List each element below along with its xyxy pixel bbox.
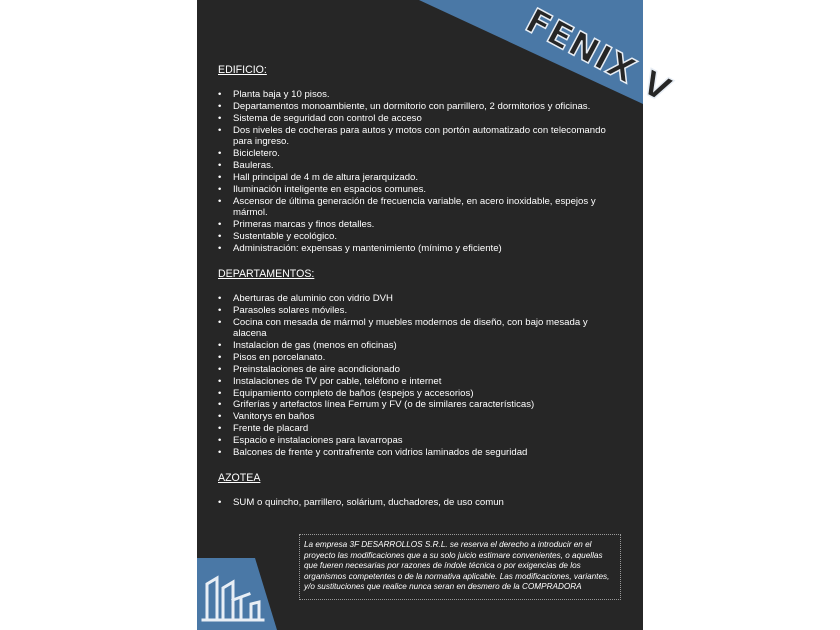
section-title-edificio: EDIFICIO: bbox=[218, 64, 267, 76]
list-item: • SUM o quincho, parrillero, solárium, duchadores, de uso comun bbox=[218, 497, 623, 509]
list-item: • Preinstalaciones de aire acondicionado bbox=[218, 364, 623, 376]
list-item: • Espacio e instalaciones para lavarropas bbox=[218, 435, 623, 447]
list-item: • Hall principal de 4 m de altura jerarquizado. bbox=[218, 172, 623, 184]
list-item: • Pisos en porcelanato. bbox=[218, 352, 623, 364]
list-item: • Bauleras. bbox=[218, 160, 623, 172]
building-skyline-icon bbox=[197, 558, 277, 630]
list-item: • Sustentable y ecológico. bbox=[218, 231, 623, 243]
list-item: • Bicicletero. bbox=[218, 148, 623, 160]
brochure-page bbox=[197, 0, 679, 630]
departamentos-list bbox=[218, 293, 623, 459]
section-title-azotea: AZOTEA bbox=[218, 471, 261, 484]
fenix-logo: FENIX V bbox=[518, 1, 679, 111]
features-content bbox=[218, 63, 623, 508]
list-item: • Planta baja y 10 pisos. bbox=[218, 89, 623, 101]
list-item: • Dos niveles de cocheras para autos y motos con portón automatizado con telecomando para ingreso. bbox=[218, 125, 623, 149]
list-item: • Equipamiento completo de baños (espejos y accesorios) bbox=[218, 388, 623, 400]
azotea-list bbox=[218, 497, 623, 509]
list-item: • Instalacion de gas (menos en oficinas) bbox=[218, 340, 623, 352]
list-item: • Ascensor de última generación de frecuencia variable, en acero inoxidable, espejos y mármol. bbox=[218, 196, 623, 220]
list-item: • Departamentos monoambiente, un dormitorio con parrillero, 2 dormitorios y oficinas. bbox=[218, 101, 623, 113]
list-item: • Iluminación inteligente en espacios comunes. bbox=[218, 184, 623, 196]
list-item: • Sistema de seguridad con control de acceso bbox=[218, 113, 623, 125]
list-item: • Primeras marcas y finos detalles. bbox=[218, 219, 623, 231]
list-item: • Vanitorys en baños bbox=[218, 411, 623, 423]
list-item: • Parasoles solares móviles. bbox=[218, 305, 623, 317]
list-item: • Frente de placard bbox=[218, 423, 623, 435]
list-item: • Aberturas de aluminio con vidrio DVH bbox=[218, 293, 623, 305]
list-item: • Cocina con mesada de mármol y muebles modernos de diseño, con bajo mesada y alacena bbox=[218, 317, 623, 341]
list-item: • Balcones de frente y contrafrente con vidrios laminados de seguridad bbox=[218, 447, 623, 459]
list-item: • Griferías y artefactos línea Ferrum y FV (o de similares características) bbox=[218, 399, 623, 411]
legal-disclaimer: La empresa 3F DESARROLLOS S.R.L. se reserva el derecho a introducir en el proyecto las modificaciones que a su solo juicio estimare convenientes, o aquellas que fueren necesarias por razones de índole técnica o por exigencias de los organismos competentes o de la normativa aplicable. Las modificaciones, variantes, y/o sustituciones que realice nunca seran en desmero de la COMPRADORA bbox=[299, 534, 621, 600]
list-item: • Instalaciones de TV por cable, teléfono e internet bbox=[218, 376, 623, 388]
section-title-departamentos: DEPARTAMENTOS: bbox=[218, 267, 315, 280]
list-item: • Administración: expensas y mantenimiento (mínimo y eficiente) bbox=[218, 243, 623, 255]
edificio-list bbox=[218, 89, 623, 255]
